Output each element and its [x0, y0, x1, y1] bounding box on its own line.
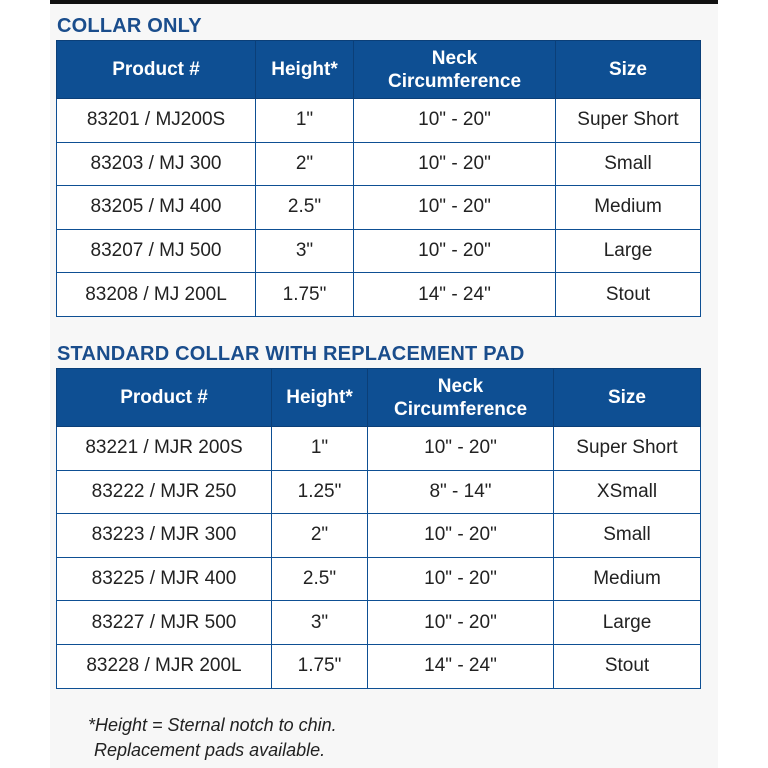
cell-neck-circumference: 10" - 20" [368, 557, 554, 601]
cell-neck-circumference: 8" - 14" [368, 470, 554, 514]
cell-product: 83208 / MJ 200L [57, 273, 256, 317]
standard-collar-title: STANDARD COLLAR WITH REPLACEMENT PAD [57, 343, 525, 365]
cell-neck-circumference: 14" - 24" [368, 644, 554, 688]
header-neck-line2: Circumference [393, 398, 528, 420]
table-row [57, 470, 701, 514]
cell-height: 1" [272, 427, 368, 471]
cell-product: 83221 / MJR 200S [57, 427, 272, 471]
cell-product: 83207 / MJ 500 [57, 229, 256, 273]
header-neck-circumference [354, 41, 556, 99]
cell-size: Super Short [554, 427, 701, 471]
cell-height: 1" [256, 99, 354, 143]
cell-neck-circumference: 10" - 20" [354, 186, 556, 230]
cell-height: 2.5" [256, 186, 354, 230]
footnote-height: *Height = Sternal notch to chin. [88, 715, 337, 735]
cell-product: 83203 / MJ 300 [57, 142, 256, 186]
cell-size: Stout [556, 273, 701, 317]
cell-size: Large [556, 229, 701, 273]
cell-product: 83201 / MJ200S [57, 99, 256, 143]
table-row [57, 99, 701, 143]
cell-height: 2.5" [272, 557, 368, 601]
cell-neck-circumference: 10" - 20" [368, 601, 554, 645]
header-size: Size [554, 369, 701, 427]
standard-collar-table [56, 368, 701, 689]
cell-neck-circumference: 10" - 20" [368, 427, 554, 471]
cell-size: XSmall [554, 470, 701, 514]
cell-size: Large [554, 601, 701, 645]
table-row [57, 229, 701, 273]
header-neck-circumference [368, 369, 554, 427]
table-row [57, 644, 701, 688]
header-height: Height* [272, 369, 368, 427]
table-header-row [57, 41, 701, 99]
table-row [57, 186, 701, 230]
header-product: Product # [57, 369, 272, 427]
cell-neck-circumference: 10" - 20" [368, 514, 554, 558]
cell-neck-circumference: 10" - 20" [354, 142, 556, 186]
collar-only-title: COLLAR ONLY [57, 15, 202, 37]
header-size: Size [556, 41, 701, 99]
cell-product: 83228 / MJR 200L [57, 644, 272, 688]
cell-size: Stout [554, 644, 701, 688]
header-height: Height* [256, 41, 354, 99]
table-row [57, 142, 701, 186]
header-product: Product # [57, 41, 256, 99]
table-row [57, 273, 701, 317]
table-header-row [57, 369, 701, 427]
cell-height: 3" [272, 601, 368, 645]
cell-size: Medium [554, 557, 701, 601]
cell-height: 1.75" [272, 644, 368, 688]
cell-neck-circumference: 10" - 20" [354, 229, 556, 273]
cell-size: Small [554, 514, 701, 558]
cell-size: Small [556, 142, 701, 186]
header-neck-line1: Neck [431, 47, 478, 69]
table-row [57, 514, 701, 558]
table-row [57, 427, 701, 471]
table-row [57, 601, 701, 645]
cell-product: 83227 / MJR 500 [57, 601, 272, 645]
cell-product: 83223 / MJR 300 [57, 514, 272, 558]
table-row [57, 557, 701, 601]
cell-height: 3" [256, 229, 354, 273]
cell-neck-circumference: 10" - 20" [354, 99, 556, 143]
cell-product: 83205 / MJ 400 [57, 186, 256, 230]
header-neck-line1: Neck [437, 375, 484, 397]
cell-size: Super Short [556, 99, 701, 143]
footnote-replacement-pads: Replacement pads available. [94, 740, 326, 760]
cell-product: 83225 / MJR 400 [57, 557, 272, 601]
cell-height: 2" [256, 142, 354, 186]
cell-size: Medium [556, 186, 701, 230]
cell-neck-circumference: 14" - 24" [354, 273, 556, 317]
header-neck-line2: Circumference [387, 70, 522, 92]
collar-only-table [56, 40, 701, 317]
cell-height: 2" [272, 514, 368, 558]
cell-height: 1.75" [256, 273, 354, 317]
cell-height: 1.25" [272, 470, 368, 514]
cell-product: 83222 / MJR 250 [57, 470, 272, 514]
